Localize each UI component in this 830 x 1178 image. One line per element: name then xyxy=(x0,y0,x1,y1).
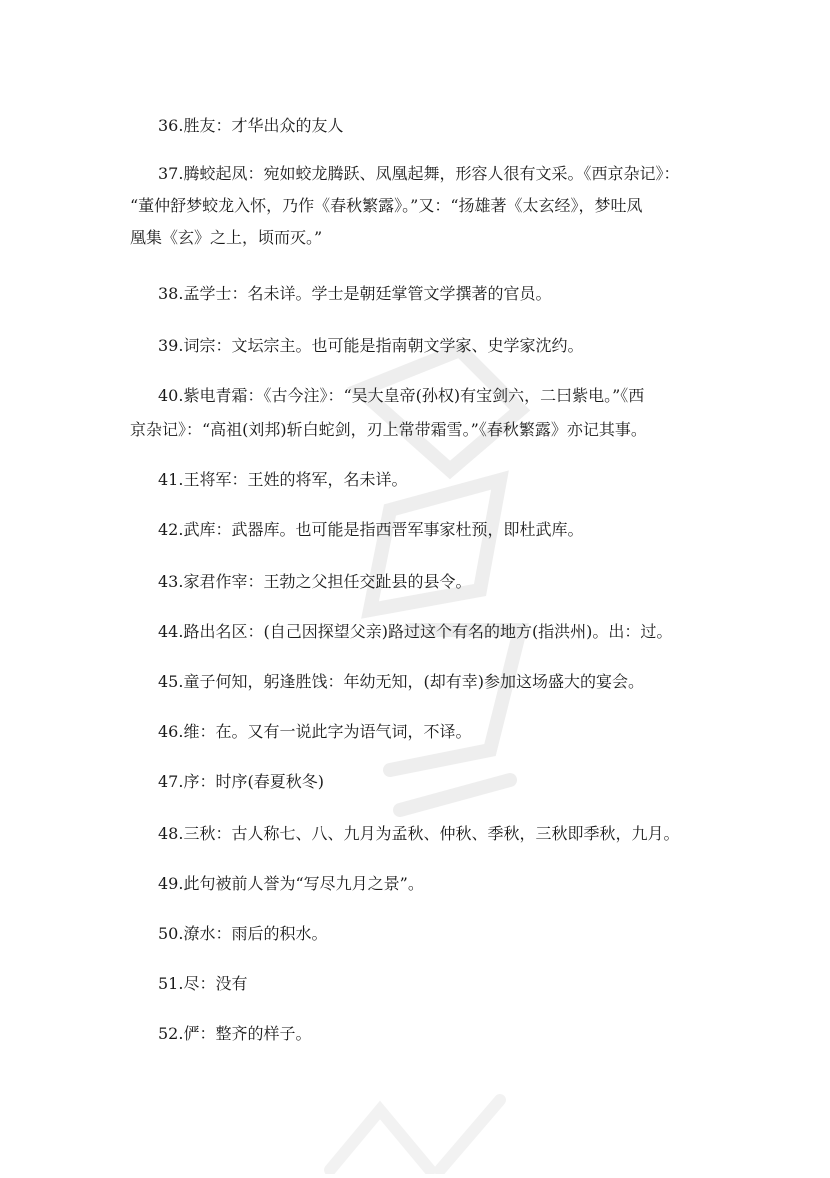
note-text: 词宗：文坛宗主。也可能是指南朝文学家、史学家沈约。 xyxy=(183,336,584,355)
note-48 xyxy=(158,818,718,850)
note-text: 维：在。又有一说此字为语气词，不译。 xyxy=(183,722,472,741)
note-38 xyxy=(158,278,718,310)
note-number: 44. xyxy=(158,622,184,641)
note-number: 45. xyxy=(158,672,184,691)
note-49 xyxy=(158,868,718,900)
note-text: 凰集《玄》之上，顷而灭。” xyxy=(130,228,323,247)
note-text: 胜友：才华出众的友人 xyxy=(183,116,344,135)
note-text: 王将军：王姓的将军，名未详。 xyxy=(183,470,408,489)
note-number: 40. xyxy=(158,386,184,405)
note-number: 47. xyxy=(158,772,184,791)
note-43 xyxy=(158,566,718,598)
note-text: 潦水：雨后的积水。 xyxy=(183,924,328,943)
note-41 xyxy=(158,464,718,496)
note-number: 51. xyxy=(158,974,184,993)
note-text: 腾蛟起凤：宛如蛟龙腾跃、凤凰起舞，形容人很有文采。《西京杂记》： xyxy=(183,164,680,183)
note-text: 孟学士：名未详。学士是朝廷掌管文学撰著的官员。 xyxy=(183,284,552,303)
note-number: 42. xyxy=(158,520,184,539)
note-37-line-2 xyxy=(130,190,690,222)
note-number: 41. xyxy=(158,470,184,489)
note-text: 尽：没有 xyxy=(183,974,248,993)
note-number: 39. xyxy=(158,336,184,355)
note-text: 京杂记》：“高祖(刘邦)斩白蛇剑，刃上常带霜雪。”《春秋繁露》亦记其事。 xyxy=(130,420,647,439)
note-number: 49. xyxy=(158,874,184,893)
note-text: 此句被前人誉为“写尽九月之景”。 xyxy=(183,874,424,893)
note-text: 三秋：古人称七、八、九月为孟秋、仲秋、季秋，三秋即季秋，九月。 xyxy=(183,824,680,843)
note-47 xyxy=(158,766,718,798)
note-number: 52. xyxy=(158,1024,184,1043)
note-text: 俨：整齐的样子。 xyxy=(183,1024,312,1043)
note-number: 50. xyxy=(158,924,184,943)
note-42 xyxy=(158,514,718,546)
note-number: 37. xyxy=(158,164,184,183)
note-number: 38. xyxy=(158,284,184,303)
note-40 xyxy=(158,380,718,412)
note-37-line-3 xyxy=(130,222,690,254)
note-51 xyxy=(158,968,718,1000)
note-36 xyxy=(158,110,718,142)
note-37 xyxy=(158,158,718,190)
note-50 xyxy=(158,918,718,950)
note-44 xyxy=(158,616,718,648)
note-number: 36. xyxy=(158,116,184,135)
note-number: 46. xyxy=(158,722,184,741)
note-text: “董仲舒梦蛟龙入怀，乃作《春秋繁露》。”又：“扬雄著《太玄经》，梦吐凤 xyxy=(130,196,643,215)
note-39 xyxy=(158,330,718,362)
note-text: 童子何知，躬逢胜饯：年幼无知，(却有幸)参加这场盛大的宴会。 xyxy=(183,672,644,691)
note-number: 48. xyxy=(158,824,184,843)
note-text: 武库：武器库。也可能是指西晋军事家杜预，即杜武库。 xyxy=(183,520,584,539)
note-text: 家君作宰：王勃之父担任交趾县的县令。 xyxy=(183,572,472,591)
note-46 xyxy=(158,716,718,748)
note-text: 路出名区：(自己因探望父亲)路过这个有名的地方(指洪州)。出：过。 xyxy=(183,622,673,641)
note-text: 紫电青霜：《古今注》：“吴大皇帝(孙权)有宝剑六，二曰紫电。”《西 xyxy=(183,386,645,405)
watermark-stamp-bottom xyxy=(300,1080,540,1174)
note-45 xyxy=(158,666,718,698)
note-text: 序：时序(春夏秋冬) xyxy=(183,772,324,791)
note-number: 43. xyxy=(158,572,184,591)
note-40-line-2 xyxy=(130,414,690,446)
note-52 xyxy=(158,1018,718,1050)
